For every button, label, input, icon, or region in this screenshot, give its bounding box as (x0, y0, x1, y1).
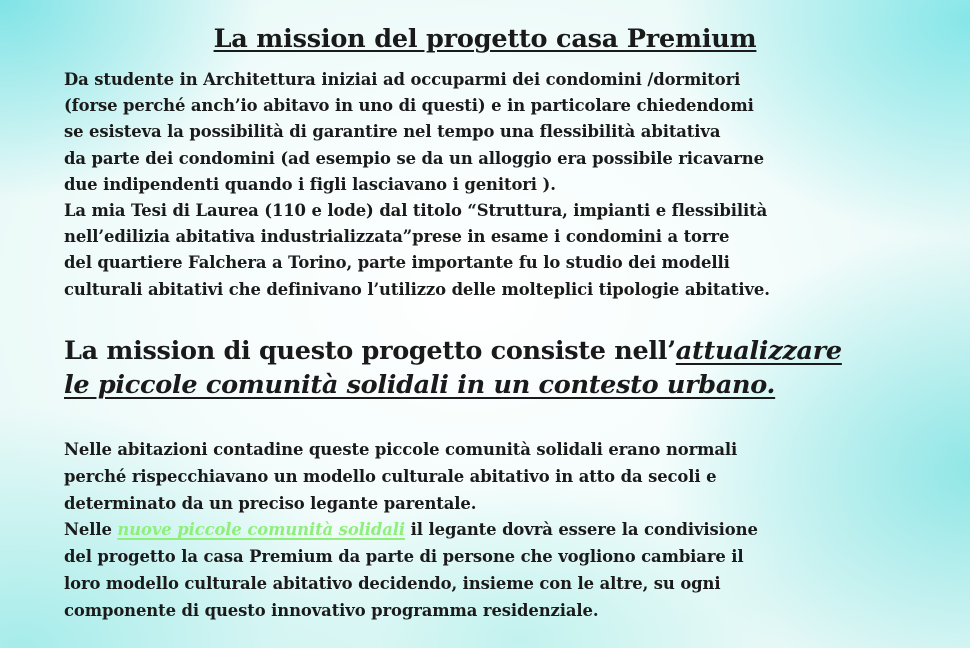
intro-line: nell’edilizia abitativa industrializzata”prese in esame i condomini a torre (64, 227, 730, 247)
intro-line: La mia Tesi di Laurea (110 e lode) dal titolo “Struttura, impianti e flessibilità (64, 201, 768, 221)
mission-lead: La mission di questo progetto consiste nell’ (64, 336, 676, 366)
closing-line4-tail: il legante dovrà essere la condivisione (405, 520, 758, 540)
intro-line: due indipendenti quando i figli lasciavano i genitori ). (64, 174, 556, 194)
intro-line: del quartiere Falchera a Torino, parte importante fu lo studio dei modelli (64, 253, 730, 273)
mission-emphasis-line: le piccole comunità solidali in un contesto urbano. (64, 370, 776, 400)
closing-line: loro modello culturale abitativo decidendo, insieme con le altre, su ogni (64, 573, 721, 593)
intro-line: (forse perché anch’io abitavo in uno di questi) e in particolare chiedendomi (64, 96, 754, 116)
closing-line: Nelle abitazioni contadine queste piccole comunità solidali erano normali (64, 440, 738, 459)
closing-line (64, 517, 758, 544)
closing-line: determinato da un preciso legante parentale. (64, 493, 477, 513)
intro-paragraph (64, 67, 770, 303)
intro-line: Da studente in Architettura iniziai ad occuparmi dei condomini /dormitori (64, 70, 741, 89)
closing-line: del progetto la casa Premium da parte di persone che vogliono cambiare il (64, 547, 744, 567)
mission-statement (64, 334, 842, 402)
page-title: La mission del progetto casa Premium (213, 24, 757, 54)
mission-emphasis-verb: attualizzare (675, 336, 842, 366)
intro-line: da parte dei condomini (ad esempio se da un alloggio era possibile ricavarne (64, 148, 764, 168)
closing-line: componente di questo innovativo programma residenziale. (64, 600, 599, 620)
closing-paragraph (64, 437, 758, 625)
mission-line-1 (64, 334, 842, 368)
highlighted-phrase: nuove piccole comunità solidali (117, 520, 406, 540)
closing-line4-lead: Nelle (64, 520, 118, 540)
intro-line: se esisteva la possibilità di garantire nel tempo una flessibilità abitativa (64, 122, 721, 142)
closing-line: perché rispecchiavano un modello culturale abitativo in atto da secoli e (64, 466, 717, 486)
intro-line: culturali abitativi che definivano l’utilizzo delle molteplici tipologie abitative. (64, 279, 770, 299)
